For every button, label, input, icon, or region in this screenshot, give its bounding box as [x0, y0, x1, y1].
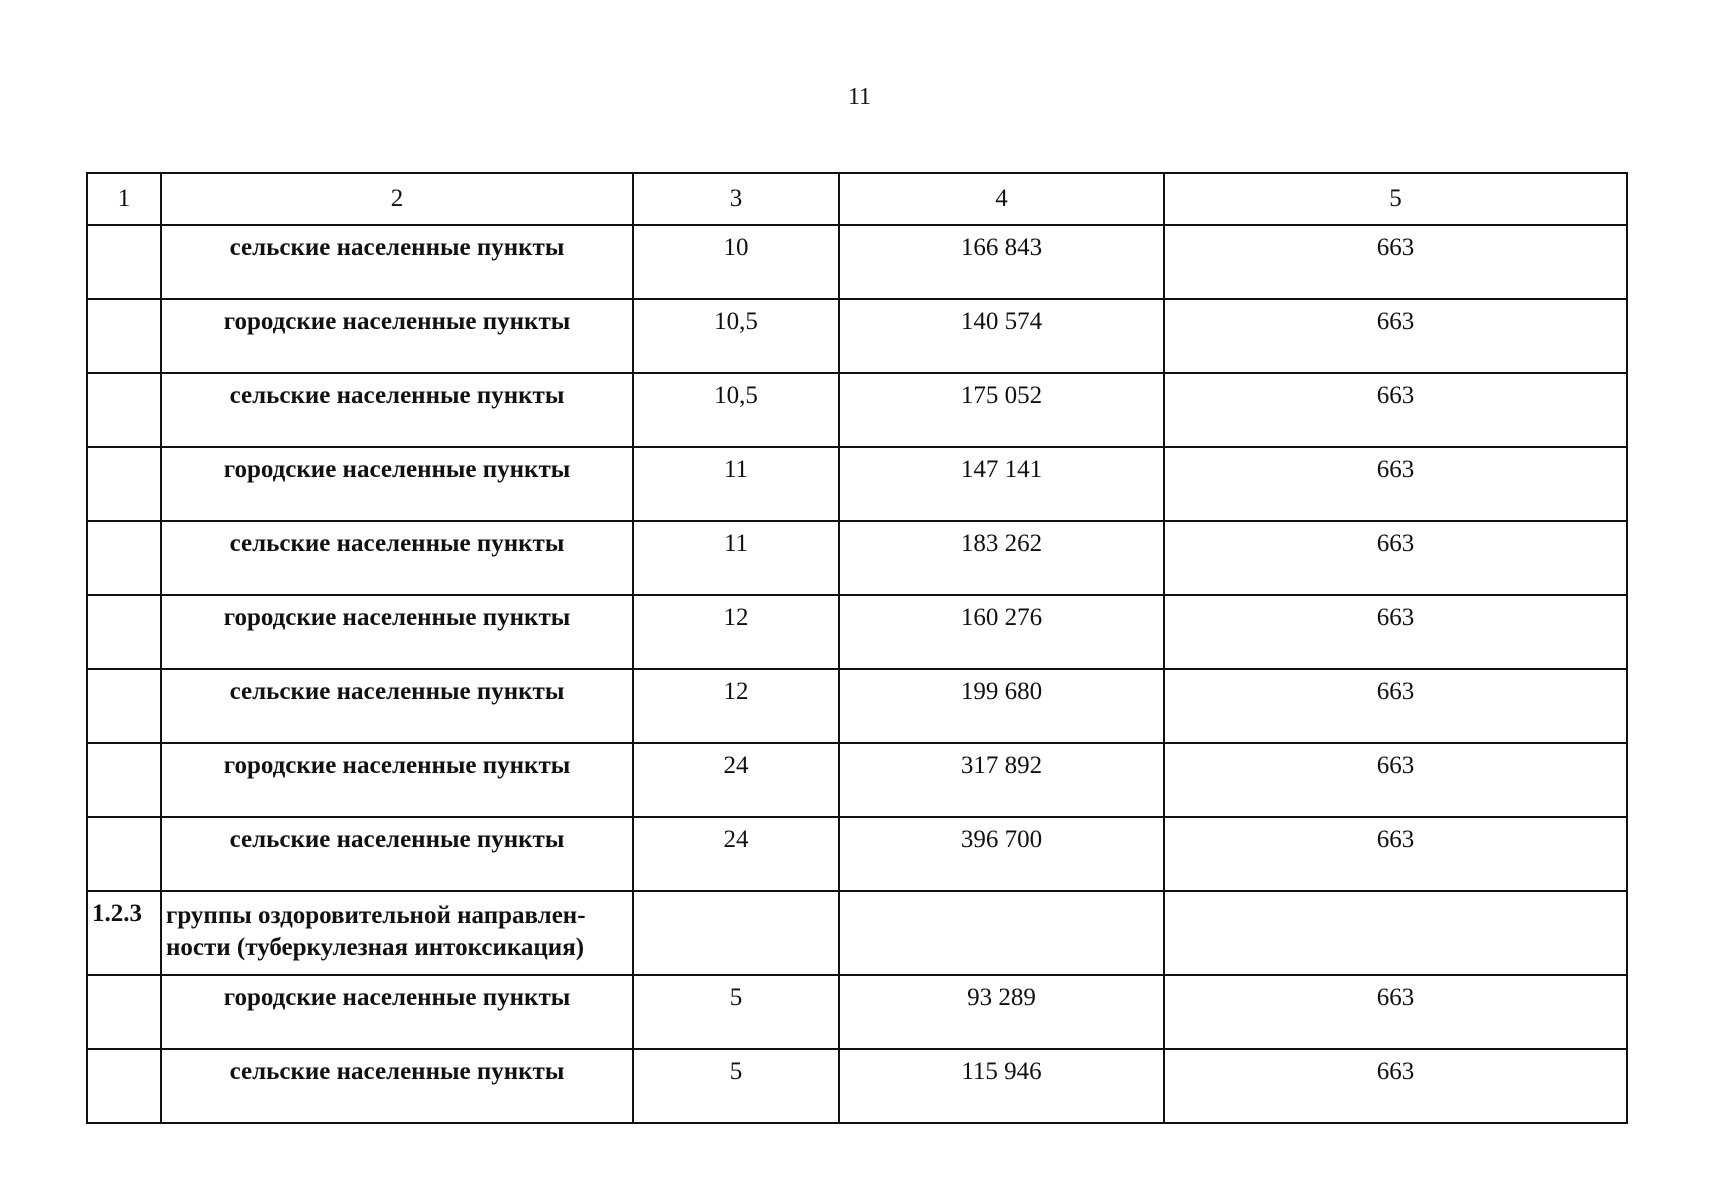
column-number-2: 2 [161, 173, 633, 225]
row-label: городские населенные пункты [161, 975, 633, 1049]
section-title [161, 891, 633, 975]
row-value-col5: 663 [1164, 225, 1627, 299]
row-value-col5: 663 [1164, 373, 1627, 447]
table-row [87, 1049, 1627, 1123]
row-code [87, 595, 161, 669]
row-value-col5: 663 [1164, 595, 1627, 669]
tariff-table [86, 172, 1628, 1124]
column-number-5: 5 [1164, 173, 1627, 225]
column-number-4: 4 [839, 173, 1164, 225]
row-code [87, 299, 161, 373]
section-empty-cell [633, 891, 839, 975]
row-label: сельские населенные пункты [161, 1049, 633, 1123]
row-value-col4: 166 843 [839, 225, 1164, 299]
section-title-line: ности (туберкулезная интоксикация) [166, 934, 585, 961]
row-value-col3: 12 [633, 595, 839, 669]
row-code [87, 669, 161, 743]
row-value-col4: 93 289 [839, 975, 1164, 1049]
row-value-col5: 663 [1164, 975, 1627, 1049]
row-code [87, 975, 161, 1049]
row-label: городские населенные пункты [161, 299, 633, 373]
table-row [87, 447, 1627, 521]
row-value-col5: 663 [1164, 521, 1627, 595]
row-label: сельские населенные пункты [161, 521, 633, 595]
row-label: сельские населенные пункты [161, 817, 633, 891]
row-label: городские населенные пункты [161, 595, 633, 669]
row-value-col5: 663 [1164, 447, 1627, 521]
row-value-col3: 10,5 [633, 373, 839, 447]
row-value-col4: 160 276 [839, 595, 1164, 669]
row-value-col5: 663 [1164, 669, 1627, 743]
row-value-col3: 5 [633, 1049, 839, 1123]
row-value-col4: 115 946 [839, 1049, 1164, 1123]
row-value-col4: 199 680 [839, 669, 1164, 743]
row-code [87, 447, 161, 521]
table-row [87, 299, 1627, 373]
column-number-3: 3 [633, 173, 839, 225]
row-code [87, 373, 161, 447]
row-label: сельские населенные пункты [161, 373, 633, 447]
table-row [87, 521, 1627, 595]
row-code [87, 521, 161, 595]
row-code [87, 1049, 161, 1123]
table-row [87, 743, 1627, 817]
section-row [87, 891, 1627, 975]
row-value-col5: 663 [1164, 743, 1627, 817]
row-value-col4: 147 141 [839, 447, 1164, 521]
table-row [87, 595, 1627, 669]
page-number: 11 [847, 84, 872, 110]
section-code: 1.2.3 [87, 891, 161, 975]
section-empty-cell [1164, 891, 1627, 975]
row-value-col4: 396 700 [839, 817, 1164, 891]
row-value-col5: 663 [1164, 299, 1627, 373]
row-value-col4: 175 052 [839, 373, 1164, 447]
row-value-col3: 5 [633, 975, 839, 1049]
row-value-col3: 24 [633, 817, 839, 891]
row-value-col3: 12 [633, 669, 839, 743]
table-header-row [87, 173, 1627, 225]
row-value-col4: 183 262 [839, 521, 1164, 595]
table-row [87, 225, 1627, 299]
row-value-col3: 24 [633, 743, 839, 817]
row-label: городские населенные пункты [161, 743, 633, 817]
column-number-1: 1 [87, 173, 161, 225]
table-row [87, 975, 1627, 1049]
row-label: сельские населенные пункты [161, 225, 633, 299]
row-value-col4: 140 574 [839, 299, 1164, 373]
row-label: городские населенные пункты [161, 447, 633, 521]
row-value-col3: 11 [633, 521, 839, 595]
section-empty-cell [839, 891, 1164, 975]
table-row [87, 373, 1627, 447]
row-value-col4: 317 892 [839, 743, 1164, 817]
row-code [87, 743, 161, 817]
row-code [87, 817, 161, 891]
row-value-col5: 663 [1164, 817, 1627, 891]
section-title-line: группы оздоровительной направлен- [166, 902, 586, 929]
row-label: сельские населенные пункты [161, 669, 633, 743]
table-row [87, 817, 1627, 891]
row-value-col3: 10 [633, 225, 839, 299]
row-value-col3: 11 [633, 447, 839, 521]
row-value-col5: 663 [1164, 1049, 1627, 1123]
table-row [87, 669, 1627, 743]
row-code [87, 225, 161, 299]
row-value-col3: 10,5 [633, 299, 839, 373]
